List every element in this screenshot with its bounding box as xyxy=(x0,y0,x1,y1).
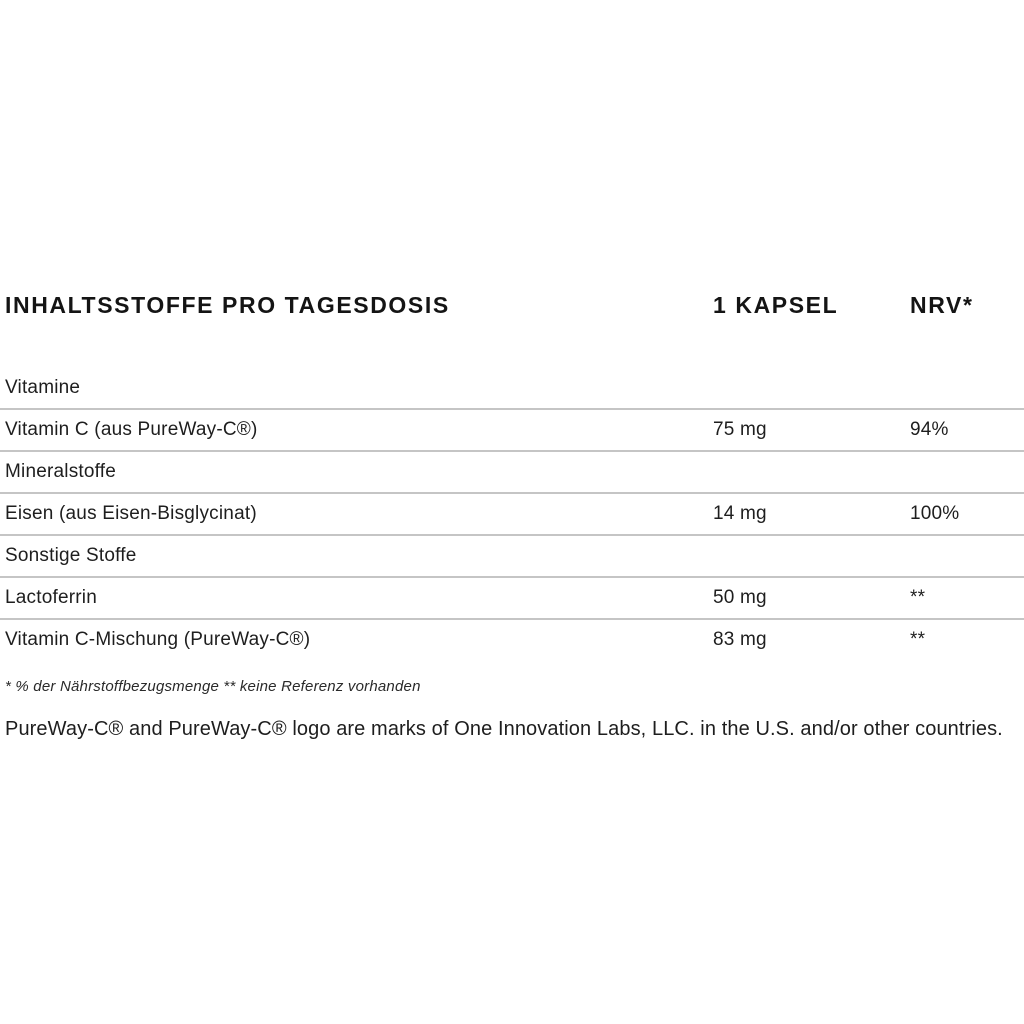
row-label: Eisen (aus Eisen-Bisglycinat) xyxy=(5,503,257,524)
column-header-dose: 1 KAPSEL xyxy=(713,292,839,318)
row-label: Sonstige Stoffe xyxy=(5,545,137,566)
table-header-row xyxy=(0,292,1024,318)
table-row xyxy=(0,494,1024,536)
row-label: Lactoferrin xyxy=(5,587,97,608)
table-row xyxy=(0,578,1024,620)
section-header-row xyxy=(0,536,1024,578)
footnote: * % der Nährstoffbezugsmenge ** keine Referenz vorhanden xyxy=(5,678,421,695)
table-title: INHALTSSTOFFE PRO TAGESDOSIS xyxy=(5,292,450,318)
row-dose-value: 14 mg xyxy=(713,503,767,524)
section-header-row xyxy=(0,452,1024,494)
section-header-row xyxy=(0,368,1024,410)
row-label: Mineralstoffe xyxy=(5,461,117,482)
row-dose-value: 50 mg xyxy=(713,587,767,608)
table-body xyxy=(0,368,1024,660)
row-nrv-value: 100% xyxy=(910,503,960,524)
row-label: Vitamine xyxy=(5,377,81,398)
column-header-nrv: NRV* xyxy=(910,292,974,318)
table-row xyxy=(0,620,1024,660)
row-dose-value: 83 mg xyxy=(713,629,767,650)
row-dose-value: 75 mg xyxy=(713,419,767,440)
row-nrv-value: ** xyxy=(910,629,926,650)
row-label: Vitamin C (aus PureWay-C®) xyxy=(5,419,258,440)
row-label: Vitamin C-Mischung (PureWay-C®) xyxy=(5,629,311,650)
table-row xyxy=(0,410,1024,452)
row-nrv-value: 94% xyxy=(910,419,949,440)
trademark-note: PureWay-C® and PureWay-C® logo are marks of One Innovation Labs, LLC. in the U.S. and/or other countries. xyxy=(5,718,1003,740)
row-nrv-value: ** xyxy=(910,587,926,608)
